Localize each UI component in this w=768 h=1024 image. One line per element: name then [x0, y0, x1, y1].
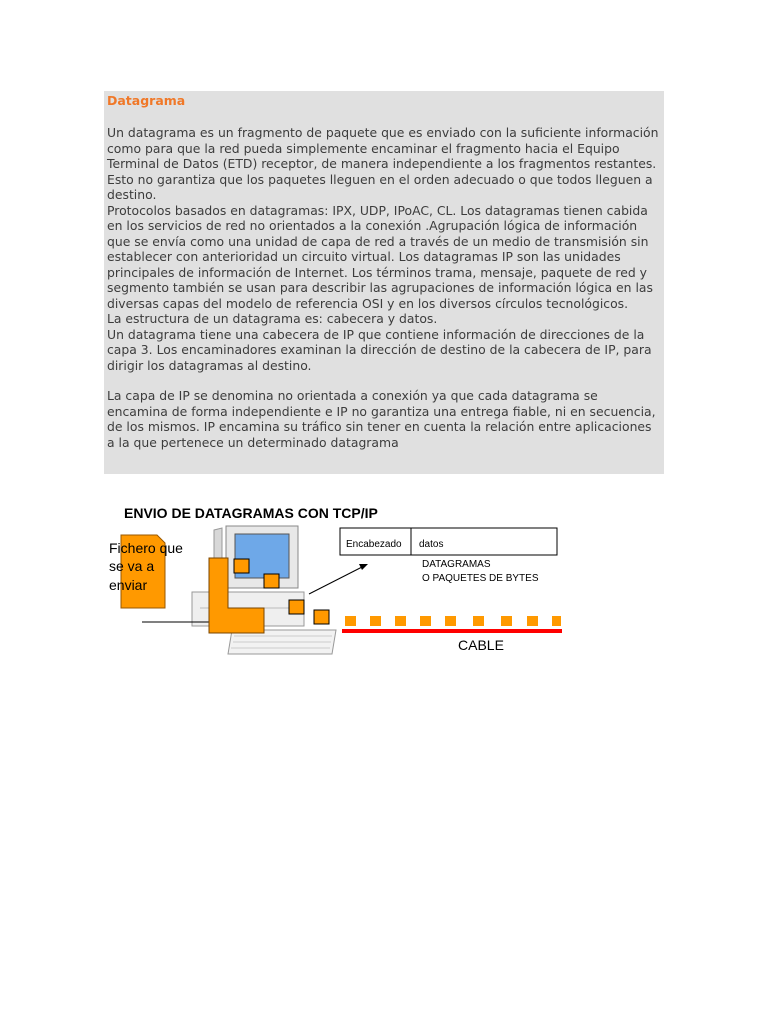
cable-line: [342, 629, 562, 633]
datagram-diagram: [104, 498, 570, 660]
packet-3: [289, 600, 304, 614]
file-label-line-2: se va a: [109, 558, 155, 574]
packet-1: [234, 559, 249, 573]
datagram-arrowhead: [359, 564, 368, 570]
datagram-arrow: [309, 566, 364, 594]
packet-2: [264, 574, 279, 588]
datagram-article: [104, 91, 664, 474]
paragraph-ip-layer: La capa de IP se denomina no orientada a conexión ya que cada datagrama se encamina de forma independiente e IP no garantiza una entrega fiable, ni en secuencia, de los mismos. IP encamina su tráfico sin tener en cuenta la relación entre aplicaciones a la que pertenece un determinado datagrama: [107, 388, 656, 450]
paragraph-structure: La estructura de un datagrama es: cabecera y datos.: [107, 311, 438, 326]
cable-label: CABLE: [458, 637, 504, 653]
diagram-title: ENVIO DE DATAGRAMAS CON TCP/IP: [124, 505, 378, 521]
paragraph-protocols: Protocolos basados en datagramas: IPX, UDP, IPoAC, CL. Los datagramas tienen cabida en los servicios de red no orientados a la conexión .Agrupación lógica de información que se envía como una unidad de capa de red a través de un medio de transmisión sin establecer con anterioridad un circuito virtual. Los datagramas IP son las unidades principales de información de Internet. Los términos trama, mensaje, paquete de red y segmento también se usan para describir las agrupaciones de información lógica en las diversas capas del modelo de referencia OSI y en los diversos círculos tecnológicos.: [107, 202, 653, 311]
data-cell: datos: [419, 539, 444, 550]
paragraph-definition: Un datagrama es un fragmento de paquete que es enviado con la suficiente información como para que la red pueda simplemente encaminar el fragmento hacia el Equipo Terminal de Datos (ETD) receptor, de manera independiente a los fragmentos restantes. Esto no garantiza que los paquetes lleguen en el orden adecuado o que todos lleguen a destino.: [107, 125, 659, 202]
header-cell: Encabezado: [346, 539, 402, 550]
file-label-line-1: Fichero que: [109, 540, 183, 556]
packet-4: [314, 610, 329, 624]
packets-label-line-1: DATAGRAMAS: [422, 559, 491, 570]
packets-label-line-2: O PAQUETES DE BYTES: [422, 573, 539, 584]
cable-packets: [345, 616, 561, 626]
diagram-svg: [104, 498, 570, 660]
article-heading: Datagrama: [107, 93, 186, 108]
file-label-line-3: enviar: [109, 577, 148, 593]
paragraph-ip-header: Un datagrama tiene una cabecera de IP que contiene información de direcciones de la capa 3. Los encaminadores examinan la dirección de destino de la cabecera de IP, para dirigir los datagramas al destino.: [107, 326, 652, 373]
